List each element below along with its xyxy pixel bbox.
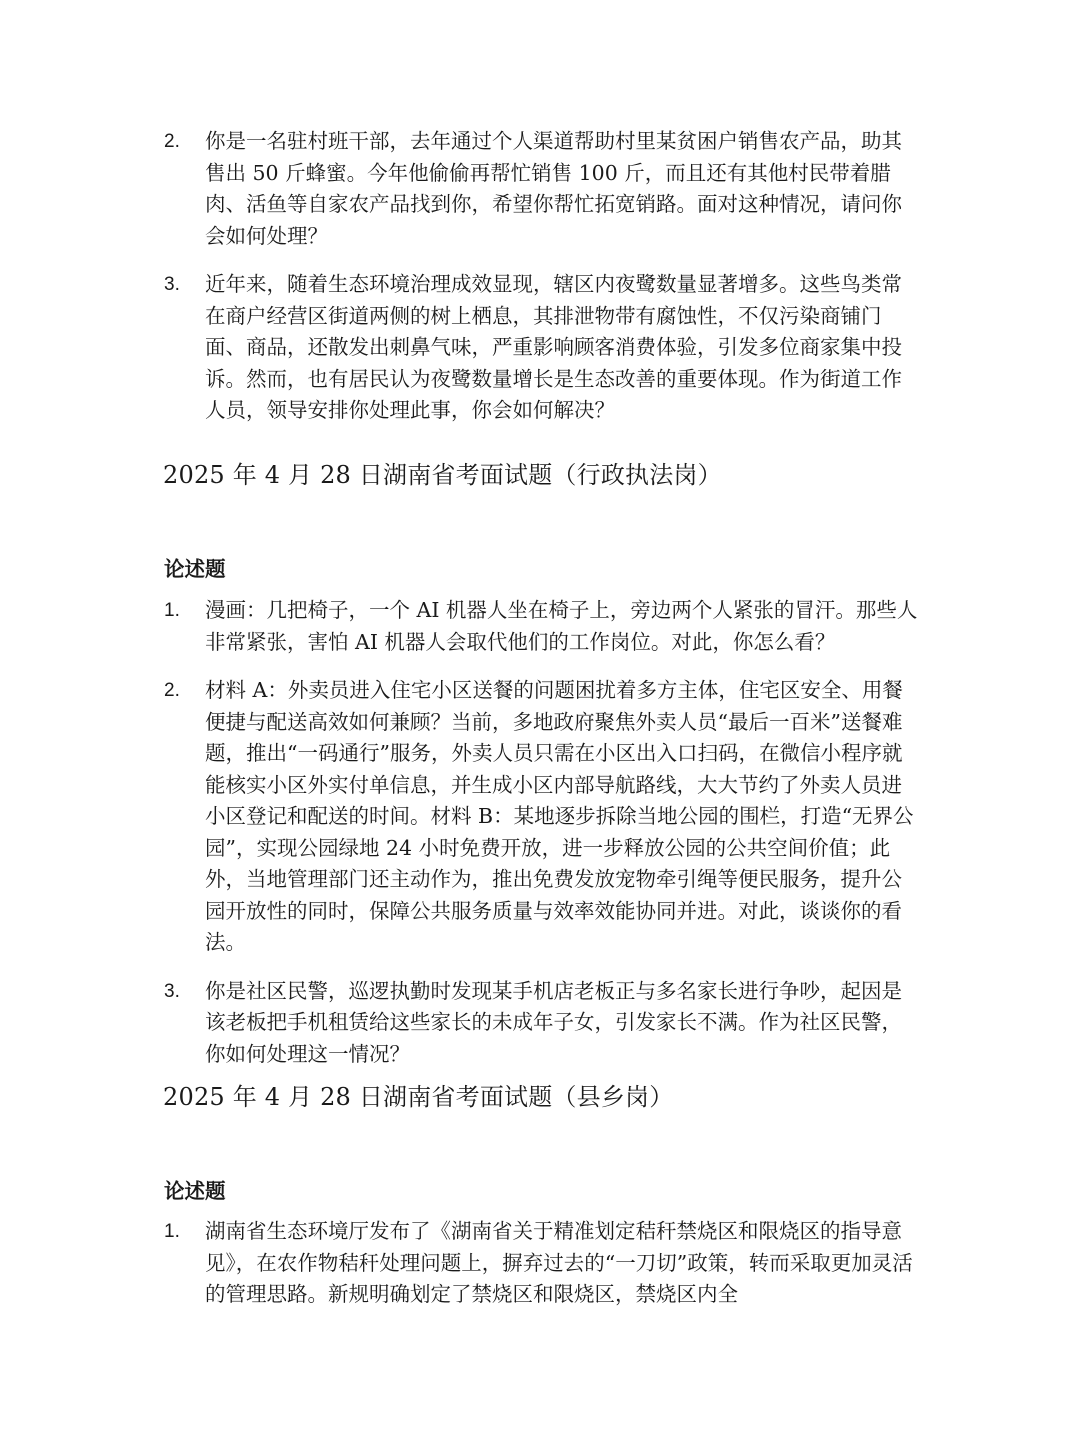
section-title-law-enforcement: 2025 年 4 月 28 日湖南省考面试题（行政执法岗）: [163, 461, 722, 489]
item-number: 1.: [164, 1221, 180, 1242]
question-list-law-enforcement: [0, 595, 1080, 1087]
list-item: [0, 1216, 1080, 1311]
section-subtitle-essay: 论述题: [164, 1179, 226, 1203]
question-list-county-township: [0, 1216, 1080, 1328]
section-subtitle-essay: 论述题: [164, 557, 226, 581]
list-item: [0, 126, 1080, 252]
list-item: [0, 675, 1080, 959]
list-item: [0, 595, 1080, 658]
list-item: [0, 269, 1080, 427]
item-number: 2.: [164, 131, 180, 152]
item-number: 3.: [164, 274, 180, 295]
item-text: 湖南省生态环境厅发布了《湖南省关于精准划定秸秆禁烧区和限烧区的指导意见》，在农作物秸秆处理问题上，摒弃过去的“一刀切”政策，转而采取更加灵活的管理思路。新规明确划定了禁烧区和限烧区，禁烧区内全: [205, 1219, 913, 1306]
section-title-county-township: 2025 年 4 月 28 日湖南省考面试题（县乡岗）: [163, 1083, 674, 1111]
list-item: [0, 976, 1080, 1071]
item-text: 近年来，随着生态环境治理成效显现，辖区内夜鹭数量显著增多。这些鸟类常在商户经营区街道两侧的树上栖息，其排泄物带有腐蚀性，不仅污染商铺门面、商品，还散发出刺鼻气味，严重影响顾客消费体验，引发多位商家集中投诉。然而，也有居民认为夜鹭数量增长是生态改善的重要体现。作为街道工作人员，领导安排你处理此事，你会如何解决？: [205, 272, 902, 422]
item-number: 2.: [164, 680, 180, 701]
item-number: 1.: [164, 600, 180, 621]
item-text: 你是社区民警，巡逻执勤时发现某手机店老板正与多名家长进行争吵，起因是该老板把手机租赁给这些家长的未成年子女，引发家长不满。作为社区民警，你如何处理这一情况？: [205, 978, 902, 1066]
item-number: 3.: [164, 980, 180, 1002]
question-list-continued: [0, 126, 1080, 444]
item-text: 你是一名驻村班干部，去年通过个人渠道帮助村里某贫困户销售农产品，助其售出 50 斤蜂蜜。今年他偷偷再帮忙销售 100 斤，而且还有其他村民带着腊肉、活鱼等自家农产品找到你，希望你帮忙拓宽销路。面对这种情况，请问你会如何处理？: [205, 129, 902, 248]
item-text: 材料 A：外卖员进入住宅小区送餐的问题困扰着多方主体，住宅区安全、用餐便捷与配送高效如何兼顾？当前，多地政府聚焦外卖人员“最后一百米”送餐难题，推出“一码通行”服务，外卖人员只需在小区出入口扫码，在微信小程序就能核实小区外实付单信息，并生成小区内部导航路线，大大节约了外卖人员进小区登记和配送的时间。材料 B：某地逐步拆除当地公园的围栏，打造“无界公园”，实现公园绿地 24 小时免费开放，进一步释放公园的公共空间价值；此外，当地管理部门还主动作为，推出免费发放宠物牵引绳等便民服务，提升公园开放性的同时，保障公共服务质量与效率效能协同并进。对此，谈谈你的看法。: [205, 678, 914, 954]
item-text: 漫画：几把椅子，一个 AI 机器人坐在椅子上，旁边两个人紧张的冒汗。那些人非常紧张，害怕 AI 机器人会取代他们的工作岗位。对此，你怎么看？: [205, 598, 918, 654]
